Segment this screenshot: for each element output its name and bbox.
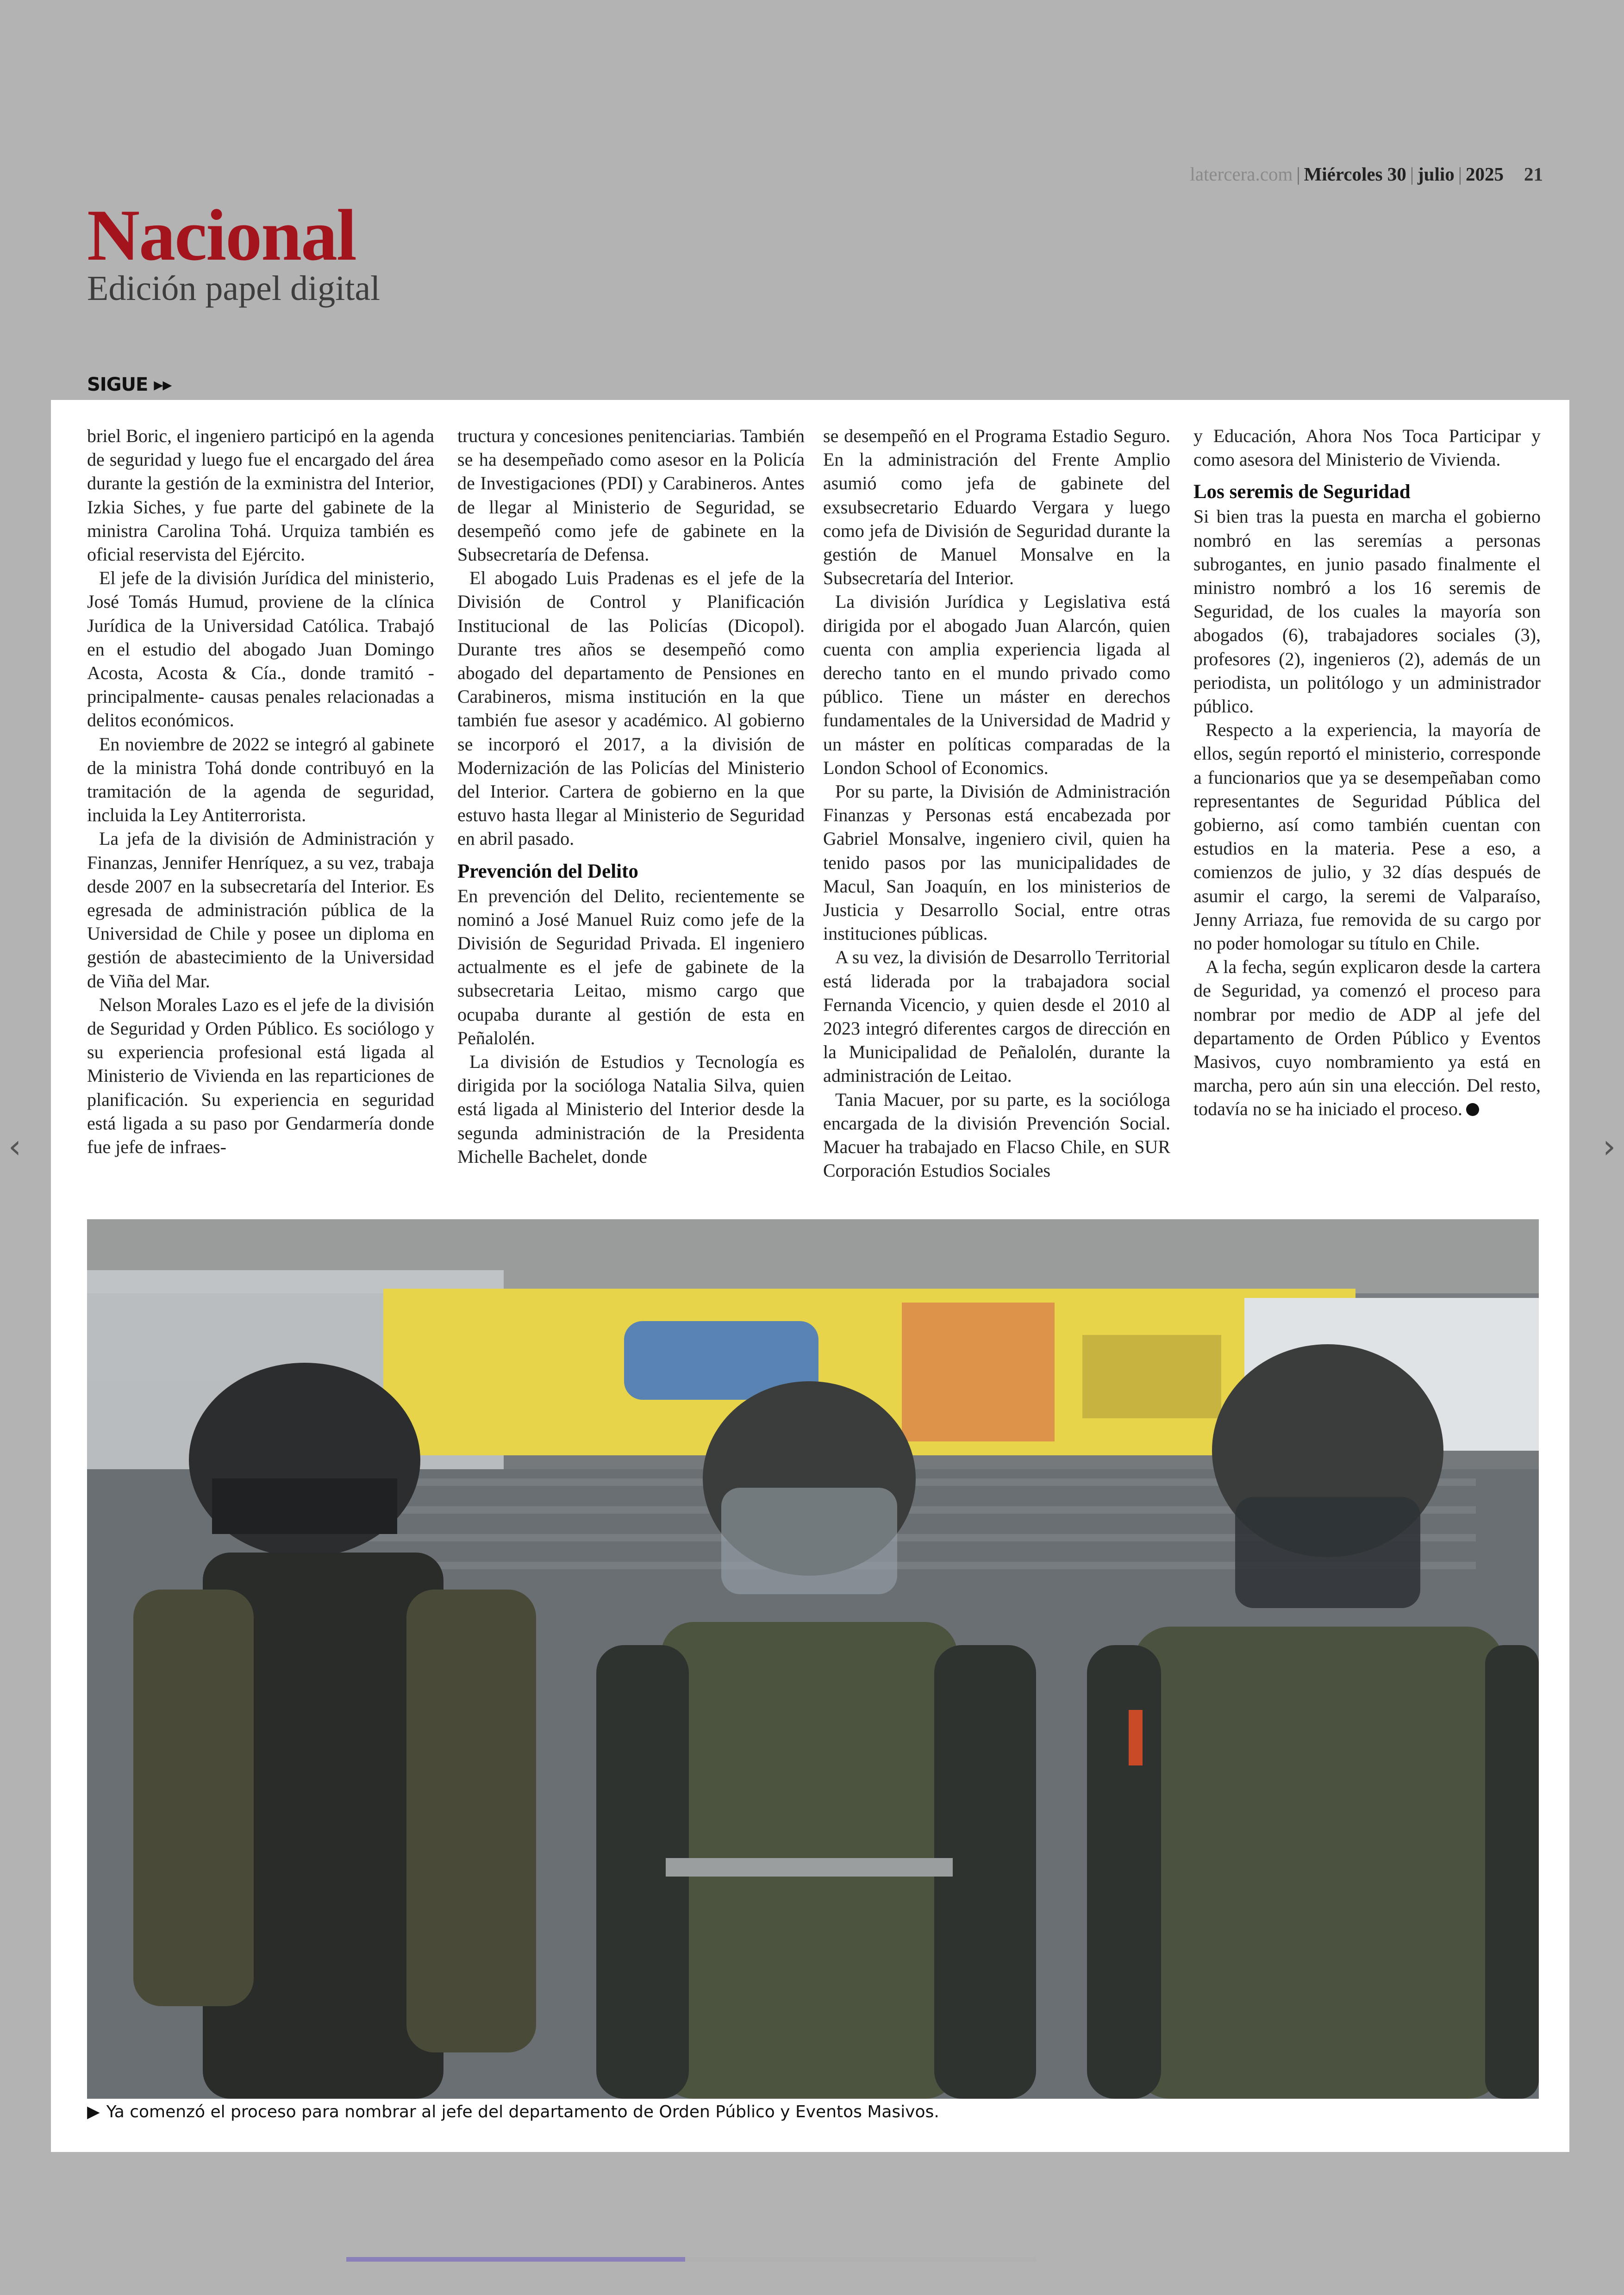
continue-label: SIGUE ▸▸ xyxy=(87,374,172,395)
paragraph: Si bien tras la puesta en marcha el gobierno nombró en las seremías a personas subrogantes, en junio pasado finalmente el ministro nombró a los 16 seremis de Seguridad, de los cuales la mayoría son abogados (6), trabajadores sociales (3), profesores (2), ingenieros (2), además de un periodista, un politólogo y un administrador público. xyxy=(1193,506,1541,717)
article-column-4 xyxy=(1193,424,1541,1121)
article-column-2 xyxy=(457,424,805,1168)
paragraph: La división de Estudios y Tecnología es dirigida por la socióloga Natalia Silva, quien está ligada al Ministerio del Interior desde la segunda administración de la Presidenta Michelle Bachelet, donde xyxy=(457,1051,805,1167)
paragraph: briel Boric, el ingeniero participó en la agenda de seguridad y luego fue el encargado del área durante la gestión de la exministra del Interior, Izkia Siches, y fue parte del gabinete de la ministra Carolina Tohá. Urquiza también es oficial reservista del Ejército. xyxy=(87,425,434,565)
paragraph: En prevención del Delito, recientemente se nominó a José Manuel Ruiz como jefe de la División de Seguridad Privada. El ingeniero actualmente es el jefe de gabinete de la subsecretaria Leitao, mismo cargo que ocupaba durante al gestión de esta en Peñalolén. xyxy=(457,885,805,1048)
photo-caption xyxy=(87,2102,939,2121)
paragraph: Respecto a la experiencia, la mayoría de ellos, según reportó el ministerio, corresponde a funcionarios que ya se desempeñaban como representantes de Seguridad Pública del gobierno, así como también cuentan con estudios en la materia. Pese a eso, a comienzos de julio, y 32 días después de asumir el cargo, la seremi de Valparaíso, Jenny Arriaza, fue removida de su cargo por no poder homologar su título en Chile. xyxy=(1193,719,1541,954)
article-page xyxy=(51,400,1569,2152)
paragraph: tructura y concesiones penitenciarias. También se ha desempeñado como asesor en la Policía de Investigaciones (PDI) y Carabineros. Antes de llegar al Ministerio de Seguridad, se desempeñó como jefe de gabinete en la Subsecretaría de Defensa. xyxy=(457,425,805,565)
paragraph-text: A la fecha, según explicaron desde la cartera de Seguridad, ya comenzó el proceso para nombrar por medio de ADP al jefe del departamento de Orden Público y Eventos Masivos, cuyo nombramiento ya está en marcha, pero aún sin una elección. Del resto, todavía no se ha iniciado el proceso. xyxy=(1193,956,1541,1120)
subheading-prevencion: Prevención del Delito xyxy=(457,860,638,882)
article-photo xyxy=(87,1219,1539,2099)
date-month: julio xyxy=(1418,163,1455,185)
paragraph xyxy=(1193,955,1541,1121)
paragraph: En noviembre de 2022 se integró al gabinete de la ministra Tohá donde contribuyó en la tramitación de la agenda de seguridad, incluida la Ley Antiterrorista. xyxy=(87,733,434,826)
article-column-1 xyxy=(87,424,434,1159)
caption-marker-icon: ▶ xyxy=(87,2102,100,2121)
section-title: Nacional xyxy=(87,195,356,276)
end-of-article-icon xyxy=(1466,1103,1479,1116)
paragraph: A su vez, la división de Desarrollo Territorial está liderada por la trabajadora social Fernanda Vicencio, y quien desde el 2010 al 2023 integró diferentes cargos de dirección en la Municipalidad de Peñalolén, durante la administración de Leitao. xyxy=(823,947,1170,1086)
previous-page-button[interactable]: ‹ xyxy=(8,1128,21,1166)
paragraph: Nelson Morales Lazo es el jefe de la división de Seguridad y Orden Público. Es sociólogo y su experiencia profesional está ligada al Ministerio de Vivienda en las reparticiones de planificación. Su experiencia en seguridad está ligada a su paso por Gendarmería donde fue jefe de infraes- xyxy=(87,994,434,1158)
paragraph: Por su parte, la División de Administración Finanzas y Personas está encabezada por Gabriel Monsalve, ingeniero civil, quien ha tenido pasos por las municipalidades de Macul, San Joaquín, en los ministerios de Justicia y Desarrollo Social, entre otras instituciones públicas. xyxy=(823,781,1170,944)
site-name: latercera.com xyxy=(1190,163,1293,185)
article-column-3 xyxy=(823,424,1170,1183)
page-number: 21 xyxy=(1524,163,1543,185)
date-year: 2025 xyxy=(1466,163,1504,185)
date-day: Miércoles 30 xyxy=(1304,163,1406,185)
page-progress-thumb[interactable] xyxy=(346,2257,685,2262)
paragraph: El jefe de la división Jurídica del ministerio, José Tomás Humud, proviene de la clínica Jurídica de la Universidad Católica. Trabajó en el estudio del abogado Juan Domingo Acosta, Acosta & Cía., donde tramitó -principalmente- causas penales relacionadas a delitos económicos. xyxy=(87,568,434,731)
subheading-seremis: Los seremis de Seguridad xyxy=(1193,481,1411,503)
page-header-meta: latercera.com | Miércoles 30 | julio | 2025 21 xyxy=(1190,163,1543,185)
paragraph: La jefa de la división de Administración y Finanzas, Jennifer Henríquez, a su vez, trabaja desde 2007 en la subsecretaría del Interior. Es egresada de administración pública de la Universidad de Chile y posee un diploma en gestión de abastecimiento de la Universidad de Viña del Mar. xyxy=(87,828,434,992)
paragraph: se desempeñó en el Programa Estadio Seguro. En la administración del Frente Amplio asumió como jefa de gabinete del exsubsecretario Eduardo Vergara y luego como jefa de División de Seguridad durante la gestión de Manuel Monsalve en la Subsecretaría del Interior. xyxy=(823,425,1170,589)
caption-text: Ya comenzó el proceso para nombrar al jefe del departamento de Orden Público y Eventos Masivos. xyxy=(106,2102,939,2121)
paragraph: La división Jurídica y Legislativa está dirigida por el abogado Juan Alarcón, quien cuenta con amplia experiencia ligada al derecho tanto en el mundo privado como público. Tiene un máster en derechos fundamentales de la Universidad de Madrid y un máster en políticas comparadas de la London School of Economics. xyxy=(823,591,1170,778)
paragraph: y Educación, Ahora Nos Toca Participar y como asesora del Ministerio de Vivienda. xyxy=(1193,425,1541,470)
paragraph: El abogado Luis Pradenas es el jefe de la División de Control y Planificación Institucional de las Policías (Dicopol). Durante tres años se desempeñó como abogado del departamento de Pensiones en Carabineros, misma institución en la que también fue asesor y académico. Al gobierno se incorporó el 2017, a la división de Modernización de las Policías del Ministerio del Interior. Cartera de gobierno en la que estuvo hasta llegar al Ministerio de Seguridad en abril pasado. xyxy=(457,568,805,849)
paragraph: Tania Macuer, por su parte, es la socióloga encargada de la división Prevención Social. Macuer ha trabajado en Flacso Chile, en SUR Corporación Estudios Sociales xyxy=(823,1089,1170,1181)
next-page-button[interactable]: › xyxy=(1603,1128,1616,1166)
section-subtitle: Edición papel digital xyxy=(87,269,381,308)
